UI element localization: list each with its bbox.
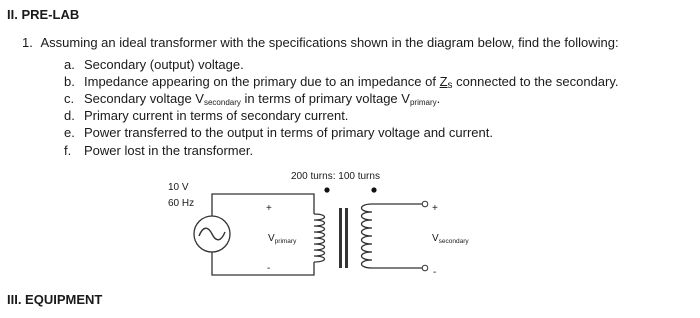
primary-polarity-dot (324, 187, 329, 192)
question-text: Assuming an ideal transformer with the specifications shown in the diagram below, find the following: (40, 35, 619, 50)
source-voltage-label: 10 V (168, 182, 189, 193)
v-primary-main: V (268, 233, 275, 244)
item-text-continued: connected to the secondary. (452, 74, 619, 89)
item-text: Primary current in terms of secondary current. (84, 108, 349, 123)
item-text-middle: in terms of primary voltage V (240, 91, 410, 106)
source-frequency-label: 60 Hz (168, 198, 195, 209)
secondary-wiring (372, 204, 422, 268)
item-text: Secondary voltage V (84, 91, 204, 106)
item-label: a. (64, 57, 75, 72)
v-secondary-sub: secondary (438, 238, 469, 245)
item-label: f. (64, 143, 72, 158)
primary-plus-sign: + (266, 203, 272, 214)
primary-minus-sign: - (267, 263, 271, 274)
item-label: c. (64, 91, 75, 106)
primary-coil (314, 214, 325, 262)
subscript-primary: primary (409, 98, 437, 107)
secondary-minus-sign: - (433, 267, 437, 278)
question-number: 1. (22, 35, 33, 50)
section-heading-prelab: II. PRE-LAB (7, 7, 80, 22)
v-secondary-main: V (432, 233, 439, 244)
item-text-end: . (436, 91, 441, 106)
v-primary-label (268, 233, 297, 245)
secondary-coil (362, 204, 373, 268)
item-text: Power transferred to the output in terms of primary voltage and current. (84, 125, 493, 140)
secondary-terminal-top (422, 201, 428, 207)
transformer-core-right (345, 208, 348, 268)
item-label: d. (64, 108, 75, 123)
subscript-secondary: secondary (203, 98, 241, 107)
impedance-subscript: s (447, 80, 453, 91)
secondary-plus-sign: + (432, 203, 438, 214)
v-primary-sub: primary (274, 238, 297, 245)
section-heading-equipment: III. EQUIPMENT (7, 292, 103, 307)
item-text: Power lost in the transformer. (84, 143, 254, 158)
secondary-terminal-bottom (422, 265, 428, 271)
impedance-symbol: Z (439, 74, 448, 89)
item-label: e. (64, 125, 75, 140)
turns-ratio-label: 200 turns: 100 turns (291, 171, 380, 182)
item-text: Impedance appearing on the primary due to an impedance of (84, 74, 440, 89)
v-secondary-label (432, 233, 469, 245)
item-label: b. (64, 74, 75, 89)
secondary-polarity-dot (371, 187, 376, 192)
transformer-core-left (339, 208, 342, 268)
item-text: Secondary (output) voltage. (84, 57, 244, 72)
